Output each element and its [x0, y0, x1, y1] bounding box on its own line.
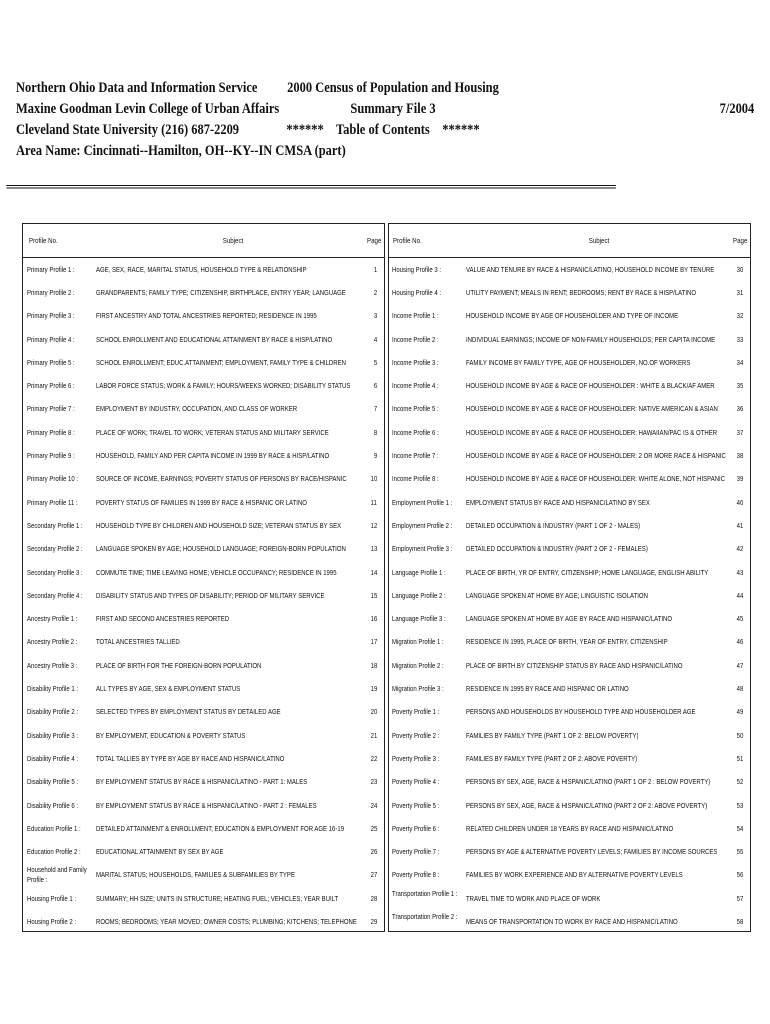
page-number: 18	[370, 660, 377, 670]
table-row	[389, 701, 750, 724]
table-row	[389, 281, 750, 304]
subject: DETAILED OCCUPATION & INDUSTRY (PART 2 OF 2 - FEMALES)	[466, 544, 648, 554]
page-number: 44	[736, 590, 743, 600]
page-number: 30	[736, 264, 743, 274]
profile-number: Primary Profile 4 :	[27, 334, 75, 344]
profile-number: Primary Profile 10 :	[27, 474, 79, 484]
page-number: 26	[370, 847, 377, 857]
table-row	[389, 817, 750, 840]
page-number: 39	[736, 474, 743, 484]
table-row	[23, 468, 384, 491]
profile-number: Disability Profile 5 :	[27, 777, 79, 787]
page-number: 29	[370, 917, 377, 927]
table-row	[23, 351, 384, 374]
profile-number: Primary Profile 3 :	[27, 311, 75, 321]
table-row	[389, 398, 750, 421]
page-number: 8	[373, 427, 377, 437]
subject: LANGUAGE SPOKEN AT HOME BY AGE BY RACE AND HISPANIC/LATINO	[466, 614, 673, 624]
subject: POVERTY STATUS OF FAMILIES IN 1999 BY RACE & HISPANIC OR LATINO	[96, 497, 307, 507]
page-number: 42	[736, 544, 743, 554]
subject: RESIDENCE IN 1995, PLACE OF BIRTH, YEAR OF ENTRY, CITIZENSHIP	[466, 637, 668, 647]
separator-rule: =================================================================================================================================================	[6, 183, 616, 193]
table-row	[23, 444, 384, 467]
profile-number: Secondary Profile 3 :	[27, 567, 83, 577]
profile-number: Poverty Profile 5 :	[392, 800, 440, 810]
subject: FIRST AND SECOND ANCESTRIES REPORTED	[96, 614, 230, 624]
report-date: 7/2004	[719, 101, 754, 117]
subject: LABOR FORCE STATUS; WORK & FAMILY; HOURS/WEEKS WORKED; DISABILITY STATUS	[96, 381, 351, 391]
college-name: Maxine Goodman Levin College of Urban Affairs	[16, 101, 280, 117]
subject: BY EMPLOYMENT, EDUCATION & POVERTY STATUS	[96, 730, 246, 740]
page-number: 56	[736, 870, 743, 880]
page-number: 49	[736, 707, 743, 717]
col-header-page: Page	[733, 236, 748, 245]
profile-number: Primary Profile 7 :	[27, 404, 75, 414]
page-number: 33	[736, 334, 743, 344]
subject: DETAILED ATTAINMENT & ENROLLMENT; EDUCATION & EMPLOYMENT FOR AGE 16-19	[96, 823, 345, 833]
subject: PLACE OF BIRTH BY CITIZENSHIP STATUS BY RACE AND HISPANIC/LATINO	[466, 660, 683, 670]
profile-number: Language Profile 2 :	[392, 590, 446, 600]
page-number: 47	[736, 660, 743, 670]
page-number: 5	[373, 357, 377, 367]
page-number: 12	[370, 520, 377, 530]
profile-number: Income Profile 7 :	[392, 451, 439, 461]
page-number: 1	[373, 264, 377, 274]
page-number: 58	[736, 917, 743, 927]
page-number: 17	[370, 637, 377, 647]
table-row	[389, 514, 750, 537]
subject: FAMILY INCOME BY FAMILY TYPE, AGE OF HOUSEHOLDER, NO.OF WORKERS	[466, 357, 691, 367]
subject: MEANS OF TRANSPORTATION TO WORK BY RACE AND HISPANIC/LATINO	[466, 917, 678, 927]
page-number: 21	[370, 730, 377, 740]
subject: FAMILIES BY FAMILY TYPE (PART 1 OF 2: BELOW POVERTY)	[466, 730, 639, 740]
subject: FIRST ANCESTRY AND TOTAL ANCESTRIES REPORTED; RESIDENCE IN 1995	[96, 311, 317, 321]
university-phone: Cleveland State University (216) 687-2209	[16, 122, 240, 138]
table-row	[23, 561, 384, 584]
page-number: 23	[370, 777, 377, 787]
profile-number: Employment Profile 2 :	[392, 520, 453, 530]
table-row	[389, 654, 750, 677]
table-of-contents-title: ****** Table of Contents ******	[286, 122, 480, 138]
subject: COMMUTE TIME; TIME LEAVING HOME; VEHICLE OCCUPANCY; RESIDENCE IN 1995	[96, 567, 337, 577]
profile-number: Ancestry Profile 2 :	[27, 637, 78, 647]
table-row	[389, 444, 750, 467]
profile-number: Housing Profile 4 :	[392, 287, 442, 297]
subject: SUMMARY; HH SIZE; UNITS IN STRUCTURE; HEATING FUEL; VEHICLES; YEAR BUILT	[96, 893, 339, 903]
table-row	[389, 258, 750, 281]
table-row	[389, 724, 750, 747]
page-number: 13	[370, 544, 377, 554]
page-number: 40	[736, 497, 743, 507]
page-number: 55	[736, 847, 743, 857]
subject: HOUSEHOLD INCOME BY AGE & RACE OF HOUSEHOLDER: 2 OR MORE RACE & HISPANIC	[466, 451, 726, 461]
table-row	[23, 514, 384, 537]
page-number: 15	[370, 590, 377, 600]
profile-number: Poverty Profile 8 :	[392, 870, 440, 880]
profile-number: Housing Profile 2 :	[27, 917, 77, 927]
table-row	[23, 421, 384, 444]
profile-number: Education Profile 2 :	[27, 847, 81, 857]
page-number: 7	[373, 404, 377, 414]
table-row	[389, 677, 750, 700]
table-row	[23, 258, 384, 281]
profile-number: Housing Profile 1 :	[27, 893, 77, 903]
subject: EMPLOYMENT STATUS BY RACE AND HISPANIC/LATINO BY SEX	[466, 497, 650, 507]
table-row	[23, 281, 384, 304]
table-row	[23, 491, 384, 514]
subject: RELATED CHILDREN UNDER 18 YEARS BY RACE AND HISPANIC/LATINO	[466, 823, 674, 833]
subject: MARITAL STATUS; HOUSEHOLDS, FAMILIES & SUBFAMILIES BY TYPE	[96, 870, 295, 880]
table-row	[23, 654, 384, 677]
page-number: 37	[736, 427, 743, 437]
page-number: 36	[736, 404, 743, 414]
profile-number: Income Profile 1 :	[392, 311, 439, 321]
profile-number: Disability Profile 1 :	[27, 684, 79, 694]
subject: INDIVIDUAL EARNINGS; INCOME OF NON-FAMILY HOUSEHOLDS; PER CAPITA INCOME	[466, 334, 716, 344]
summary-file: Summary File 3	[350, 101, 436, 117]
subject: EMPLOYMENT BY INDUSTRY, OCCUPATION, AND CLASS OF WORKER	[96, 404, 298, 414]
profile-number: Employment Profile 3 :	[392, 544, 453, 554]
page-number: 14	[370, 567, 377, 577]
profile-number: Transportation Profile 2 :	[392, 912, 458, 922]
page-number: 10	[370, 474, 377, 484]
subject: HOUSEHOLD INCOME BY AGE & RACE OF HOUSEHOLDER: WHITE ALONE, NOT HISPANIC	[466, 474, 726, 484]
page-number: 28	[370, 893, 377, 903]
profile-number: Poverty Profile 2 :	[392, 730, 440, 740]
table-row	[389, 421, 750, 444]
profile-number: Primary Profile 5 :	[27, 357, 75, 367]
table-row	[23, 910, 384, 933]
page-number: 34	[736, 357, 743, 367]
table-row	[23, 584, 384, 607]
profile-number: Income Profile 3 :	[392, 357, 439, 367]
page-number: 32	[736, 311, 743, 321]
profile-number: Poverty Profile 3 :	[392, 753, 440, 763]
table-row	[389, 631, 750, 654]
profile-number: Primary Profile 9 :	[27, 451, 75, 461]
profile-number: Primary Profile 1 :	[27, 264, 75, 274]
page-number: 11	[370, 497, 377, 507]
table-row	[389, 375, 750, 398]
table-row	[23, 701, 384, 724]
profile-number: Language Profile 1 :	[392, 567, 446, 577]
table-row	[389, 468, 750, 491]
subject: FAMILIES BY FAMILY TYPE (PART 2 OF 2: ABOVE POVERTY)	[466, 753, 638, 763]
subject: SELECTED TYPES BY EMPLOYMENT STATUS BY DETAILED AGE	[96, 707, 281, 717]
page-number: 51	[736, 753, 743, 763]
subject: HOUSEHOLD INCOME BY AGE & RACE OF HOUSEHOLDER : WHITE & BLACK/AF AMER	[466, 381, 715, 391]
page-number: 53	[736, 800, 743, 810]
table-row	[23, 398, 384, 421]
table-row	[389, 794, 750, 817]
profile-number: Income Profile 2 :	[392, 334, 439, 344]
profile-number: Primary Profile 2 :	[27, 287, 75, 297]
org-name: Northern Ohio Data and Information Service	[16, 80, 258, 96]
page-number: 52	[736, 777, 743, 787]
page-number: 43	[736, 567, 743, 577]
table-row	[23, 747, 384, 770]
col-header-profile: Profile No.	[29, 236, 58, 245]
page-number: 31	[736, 287, 743, 297]
profile-number: Primary Profile 8 :	[27, 427, 75, 437]
subject: UTILITY PAYMENT; MEALS IN RENT; BEDROOMS; RENT BY RACE & HISP/LATINO	[466, 287, 697, 297]
table-row	[23, 724, 384, 747]
table-row	[389, 608, 750, 631]
contents-table-left	[22, 223, 385, 932]
table-row	[23, 328, 384, 351]
subject: SCHOOL ENROLLMENT AND EDUCATIONAL ATTAINMENT BY RACE & HISP/LATINO	[96, 334, 333, 344]
profile-number: Household and Family Profile :	[27, 865, 87, 884]
profile-number: Poverty Profile 4 :	[392, 777, 440, 787]
page-number: 9	[373, 451, 377, 461]
profile-number: Primary Profile 6 :	[27, 381, 75, 391]
table-row	[23, 794, 384, 817]
col-header-subject: Subject	[222, 236, 244, 245]
subject: SOURCE OF INCOME, EARNINGS; POVERTY STATUS OF PERSONS BY RACE/HISPANIC	[96, 474, 347, 484]
profile-number: Migration Profile 3 :	[392, 684, 444, 694]
profile-number: Poverty Profile 7 :	[392, 847, 440, 857]
table-row	[389, 771, 750, 794]
table-row	[389, 864, 750, 887]
area-name: Area Name: Cincinnati--Hamilton, OH--KY--IN CMSA (part)	[16, 143, 346, 159]
subject: HOUSEHOLD INCOME BY AGE & RACE OF HOUSEHOLDER: NATIVE AMERICAN & ASIAN	[466, 404, 718, 414]
profile-number: Secondary Profile 4 :	[27, 590, 83, 600]
profile-number: Migration Profile 2 :	[392, 660, 444, 670]
subject: HOUSEHOLD TYPE BY CHILDREN AND HOUSEHOLD SIZE; VETERAN STATUS BY SEX	[96, 520, 342, 530]
table-row	[23, 677, 384, 700]
page-number: 54	[736, 823, 743, 833]
subject: DETAILED OCCUPATION & INDUSTRY (PART 1 OF 2 - MALES)	[466, 520, 641, 530]
subject: PERSONS BY SEX, AGE, RACE & HISPANIC/LATINO (PART 1 OF 2 : BELOW POVERTY)	[466, 777, 711, 787]
table-row	[389, 584, 750, 607]
page-number: 19	[370, 684, 377, 694]
contents-table-right	[388, 223, 751, 932]
subject: TRAVEL TIME TO WORK AND PLACE OF WORK	[466, 893, 601, 903]
subject: PLACE OF BIRTH, YR OF ENTRY, CITIZENSHIP; HOME LANGUAGE, ENGLISH ABILITY	[466, 567, 709, 577]
subject: HOUSEHOLD, FAMILY AND PER CAPITA INCOME IN 1999 BY RACE & HISP/LATINO	[96, 451, 330, 461]
subject: PLACE OF BIRTH FOR THE FOREIGN-BORN POPULATION	[96, 660, 262, 670]
subject: PERSONS BY AGE & ALTERNATIVE POVERTY LEVELS; FAMILIES BY INCOME SOURCES	[466, 847, 718, 857]
subject: DISABILITY STATUS AND TYPES OF DISABILITY; PERIOD OF MILITARY SERVICE	[96, 590, 325, 600]
profile-number: Migration Profile 1 :	[392, 637, 444, 647]
profile-number: Poverty Profile 1 :	[392, 707, 440, 717]
profile-number: Secondary Profile 2 :	[27, 544, 83, 554]
profile-number: Housing Profile 3 :	[392, 264, 442, 274]
page-number: 3	[373, 311, 377, 321]
table-row	[389, 328, 750, 351]
table-row	[389, 910, 750, 933]
page-number: 38	[736, 451, 743, 461]
table-row	[389, 491, 750, 514]
subject: BY EMPLOYMENT STATUS BY RACE & HISPANIC/LATINO - PART 2 : FEMALES	[96, 800, 317, 810]
table-row	[23, 375, 384, 398]
profile-number: Education Profile 1 :	[27, 823, 81, 833]
page-number: 24	[370, 800, 377, 810]
page-number: 4	[373, 334, 377, 344]
page-number: 46	[736, 637, 743, 647]
table-row	[23, 538, 384, 561]
table-row	[23, 887, 384, 910]
profile-number: Poverty Profile 6 :	[392, 823, 440, 833]
subject: HOUSEHOLD INCOME BY AGE OF HOUSEHOLDER AND TYPE OF INCOME	[466, 311, 679, 321]
subject: RESIDENCE IN 1995 BY RACE AND HISPANIC OR LATINO	[466, 684, 629, 694]
profile-number: Language Profile 3 :	[392, 614, 446, 624]
profile-number: Primary Profile 11 :	[27, 497, 78, 507]
page-number: 50	[736, 730, 743, 740]
table-row	[389, 305, 750, 328]
subject: TOTAL TALLIES BY TYPE BY AGE BY RACE AND HISPANIC/LATINO	[96, 753, 285, 763]
table-row	[389, 538, 750, 561]
page-number: 2	[373, 287, 377, 297]
page-number: 6	[373, 381, 377, 391]
col-header-subject: Subject	[588, 236, 610, 245]
subject: PLACE OF WORK; TRAVEL TO WORK; VETERAN STATUS AND MILITARY SERVICE	[96, 427, 329, 437]
subject: VALUE AND TENURE BY RACE & HISPANIC/LATINO, HOUSEHOLD INCOME BY TENURE	[466, 264, 715, 274]
col-header-page: Page	[367, 236, 382, 245]
page-number: 27	[370, 870, 377, 880]
profile-number: Employment Profile 1 :	[392, 497, 453, 507]
profile-number: Income Profile 5 :	[392, 404, 439, 414]
table-row	[389, 351, 750, 374]
profile-number: Income Profile 6 :	[392, 427, 439, 437]
col-header-profile: Profile No.	[393, 236, 422, 245]
subject: PERSONS AND HOUSEHOLDS BY HOUSEHOLD TYPE AND HOUSEHOLDER AGE	[466, 707, 696, 717]
profile-number: Disability Profile 6 :	[27, 800, 79, 810]
subject: PERSONS BY SEX, AGE, RACE & HISPANIC/LATINO (PART 2 OF 2: ABOVE POVERTY)	[466, 800, 708, 810]
page-number: 20	[370, 707, 377, 717]
table-row	[23, 608, 384, 631]
subject: BY EMPLOYMENT STATUS BY RACE & HISPANIC/LATINO - PART 1: MALES	[96, 777, 308, 787]
profile-number: Disability Profile 4 :	[27, 753, 79, 763]
profile-number: Secondary Profile 1 :	[27, 520, 83, 530]
table-row	[23, 631, 384, 654]
profile-number: Income Profile 8 :	[392, 474, 439, 484]
page-number: 16	[370, 614, 377, 624]
page-number: 35	[736, 381, 743, 391]
subject: FAMILIES BY WORK EXPERIENCE AND BY ALTERNATIVE POVERTY LEVELS	[466, 870, 683, 880]
table-row	[23, 817, 384, 840]
profile-number: Disability Profile 3 :	[27, 730, 79, 740]
profile-number: Disability Profile 2 :	[27, 707, 79, 717]
table-row	[389, 561, 750, 584]
subject: TOTAL ANCESTRIES TALLIED	[96, 637, 180, 647]
table-row	[389, 841, 750, 864]
profile-number: Ancestry Profile 1 :	[27, 614, 78, 624]
subject: ROOMS; BEDROOMS; YEAR MOVED; OWNER COSTS; PLUMBING; KITCHENS; TELEPHONE	[96, 917, 357, 927]
subject: AGE, SEX, RACE, MARITAL STATUS, HOUSEHOLD TYPE & RELATIONSHIP	[96, 264, 307, 274]
table-row	[23, 864, 384, 887]
profile-number: Ancestry Profile 3 :	[27, 660, 78, 670]
subject: LANGUAGE SPOKEN BY AGE; HOUSEHOLD LANGUAGE; FOREIGN-BORN POPULATION	[96, 544, 346, 554]
census-title: 2000 Census of Population and Housing	[287, 80, 499, 96]
page-number: 41	[736, 520, 743, 530]
subject: EDUCATIONAL ATTAINMENT BY SEX BY AGE	[96, 847, 224, 857]
subject: LANGUAGE SPOKEN AT HOME BY AGE; LINGUISTIC ISOLATION	[466, 590, 648, 600]
profile-number: Income Profile 4 :	[392, 381, 439, 391]
subject: ALL TYPES BY AGE, SEX & EMPLOYMENT STATUS	[96, 684, 241, 694]
profile-number: Transportation Profile 1 :	[392, 888, 458, 898]
table-row	[23, 841, 384, 864]
table-row	[23, 305, 384, 328]
page-number: 25	[370, 823, 377, 833]
table-row	[389, 887, 750, 910]
subject: SCHOOL ENROLLMENT; EDUC.ATTAINMENT; EMPLOYMENT, FAMILY TYPE & CHILDREN	[96, 357, 346, 367]
subject: HOUSEHOLD INCOME BY AGE & RACE OF HOUSEHOLDER: HAWAIIAN/PAC IS & OTHER	[466, 427, 718, 437]
page-number: 57	[736, 893, 743, 903]
table-row	[23, 771, 384, 794]
table-row	[389, 747, 750, 770]
page-number: 45	[736, 614, 743, 624]
page-number: 48	[736, 684, 743, 694]
page-number: 22	[370, 753, 377, 763]
subject: GRANDPARENTS; FAMILY TYPE; CITIZENSHIP, BIRTHPLACE, ENTRY YEAR; LANGUAGE	[96, 287, 346, 297]
